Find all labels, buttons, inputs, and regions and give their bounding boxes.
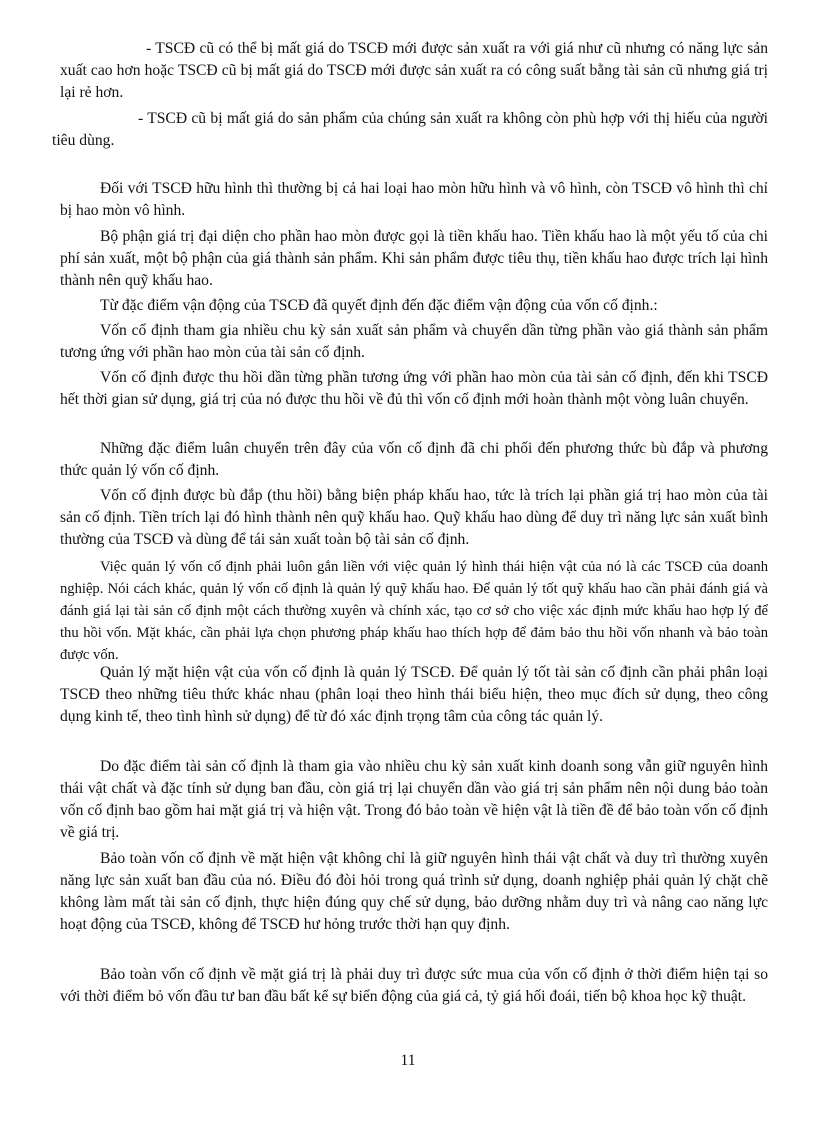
paragraph-9: Vốn cố định được bù đắp (thu hồi) bằng biện pháp khấu hao, tức là trích lại phần giá trị hao mòn của tài sản cố định. Tiền trích lại đó hình thành nên quỹ khấu hao. Quỹ khấu hao dùng để duy trì năng lực sản xuất bình thường của TSCĐ và dùng để tái sản xuất toàn bộ tài sản cố định. — [60, 487, 768, 548]
paragraph-12: Do đặc điểm tài sản cố định là tham gia vào nhiều chu kỳ sản xuất kinh doanh song vẫn giữ nguyên hình thái vật chất và đặc tính sử dụng ban đầu, còn giá trị lại chuyển dần vào giá trị sản phẩm nên nội dung bảo toàn vốn cố định bao gồm hai mặt giá trị và hiện vật. Trong đó bảo toàn về hiện vật là tiền đề để bảo toàn vốn cố định về giá trị. — [60, 758, 768, 841]
paragraph-10: Việc quản lý vốn cố định phải luôn gắn liền với việc quản lý hình thái hiện vật của nó là các TSCĐ của doanh nghiệp. Nói cách khác, quản lý vốn cố định là quản lý quỹ khấu hao. Để quản lý tốt quỹ khấu hao cần phải đánh giá và đánh giá lại tài sản cố định một cách thường xuyên và chính xác, tạo cơ sở cho việc xác định mức khấu hao hợp lý để thu hồi vốn. Mặt khác, cần phải lựa chọn phương pháp khấu hao thích hợp để đảm bảo thu hồi vốn nhanh và bảo toàn được vốn. — [60, 559, 768, 663]
paragraph-3: Đối với TSCĐ hữu hình thì thường bị cả hai loại hao mòn hữu hình và vô hình, còn TSCĐ vô hình thì chỉ bị hao mòn vô hình. — [60, 180, 768, 219]
paragraph-14: Bảo toàn vốn cố định về mặt giá trị là phải duy trì được sức mua của vốn cố định ở thời điểm hiện tại so với thời điểm bỏ vốn đầu tư ban đầu bất kể sự biến động của giá cả, tỷ giá hối đoái, tiến bộ khoa học kỹ thuật. — [60, 966, 768, 1005]
paragraph-2: - TSCĐ cũ bị mất giá do sản phẩm của chúng sản xuất ra không còn phù hợp với thị hiếu của người tiêu dùng. — [52, 110, 768, 149]
paragraph-1: - TSCĐ cũ có thể bị mất giá do TSCĐ mới được sản xuất ra với giá như cũ nhưng có năng lực sản xuất cao hơn hoặc TSCĐ cũ bị mất giá do TSCĐ mới được sản xuất ra có công suất bằng tài sản cũ nhưng giá trị lại rẻ hơn. — [60, 40, 768, 101]
paragraph-13: Bảo toàn vốn cố định về mặt hiện vật không chỉ là giữ nguyên hình thái vật chất và duy trì thường xuyên năng lực sản xuất ban đầu của nó. Điều đó đòi hỏi trong quá trình sử dụng, doanh nghiệp phải quản lý chặt chẽ không làm mất tài sản cố định, thực hiện đúng quy chế sử dụng, bảo dưỡng nhằm duy trì và nâng cao năng lực hoạt động của TSCĐ, không để TSCĐ hư hỏng trước thời hạn quy định. — [60, 850, 768, 933]
paragraph-6: Vốn cố định tham gia nhiều chu kỳ sản xuất sản phẩm và chuyển dần từng phần vào giá thành sản phẩm tương ứng với phần hao mòn của tài sản cố định. — [60, 322, 768, 361]
paragraph-5: Từ đặc điểm vận động của TSCĐ đã quyết định đến đặc điểm vận động của vốn cố định.: — [100, 297, 658, 314]
paragraph-4: Bộ phận giá trị đại diện cho phần hao mòn được gọi là tiền khấu hao. Tiền khấu hao là một yếu tố của chi phí sản xuất, một bộ phận của giá thành sản phẩm. Khi sản phẩm được tiêu thụ, tiền khấu hao được trích lại hình thành nên quỹ khấu hao. — [60, 228, 768, 289]
paragraph-7: Vốn cố định được thu hồi dần từng phần tương ứng với phần hao mòn của tài sản cố định, đến khi TSCĐ hết thời gian sử dụng, giá trị của nó được thu hồi về đủ thì vốn cố định mới hoàn thành một vòng luân chuyển. — [60, 369, 768, 408]
paragraph-8: Những đặc điểm luân chuyển trên đây của vốn cố định đã chi phối đến phương thức bù đắp và phương thức quản lý vốn cố định. — [60, 440, 768, 479]
paragraph-11: Quản lý mặt hiện vật của vốn cố định là quản lý TSCĐ. Để quản lý tốt tài sản cố định cần phải phân loại TSCĐ theo những tiêu thức khác nhau (phân loại theo hình thái biểu hiện, theo mục đích sử dụng, theo công dụng kinh tế, theo tình hình sử dụng) để từ đó xác định trọng tâm của công tác quản lý. — [60, 664, 768, 725]
page-number: 11 — [400, 1052, 416, 1069]
